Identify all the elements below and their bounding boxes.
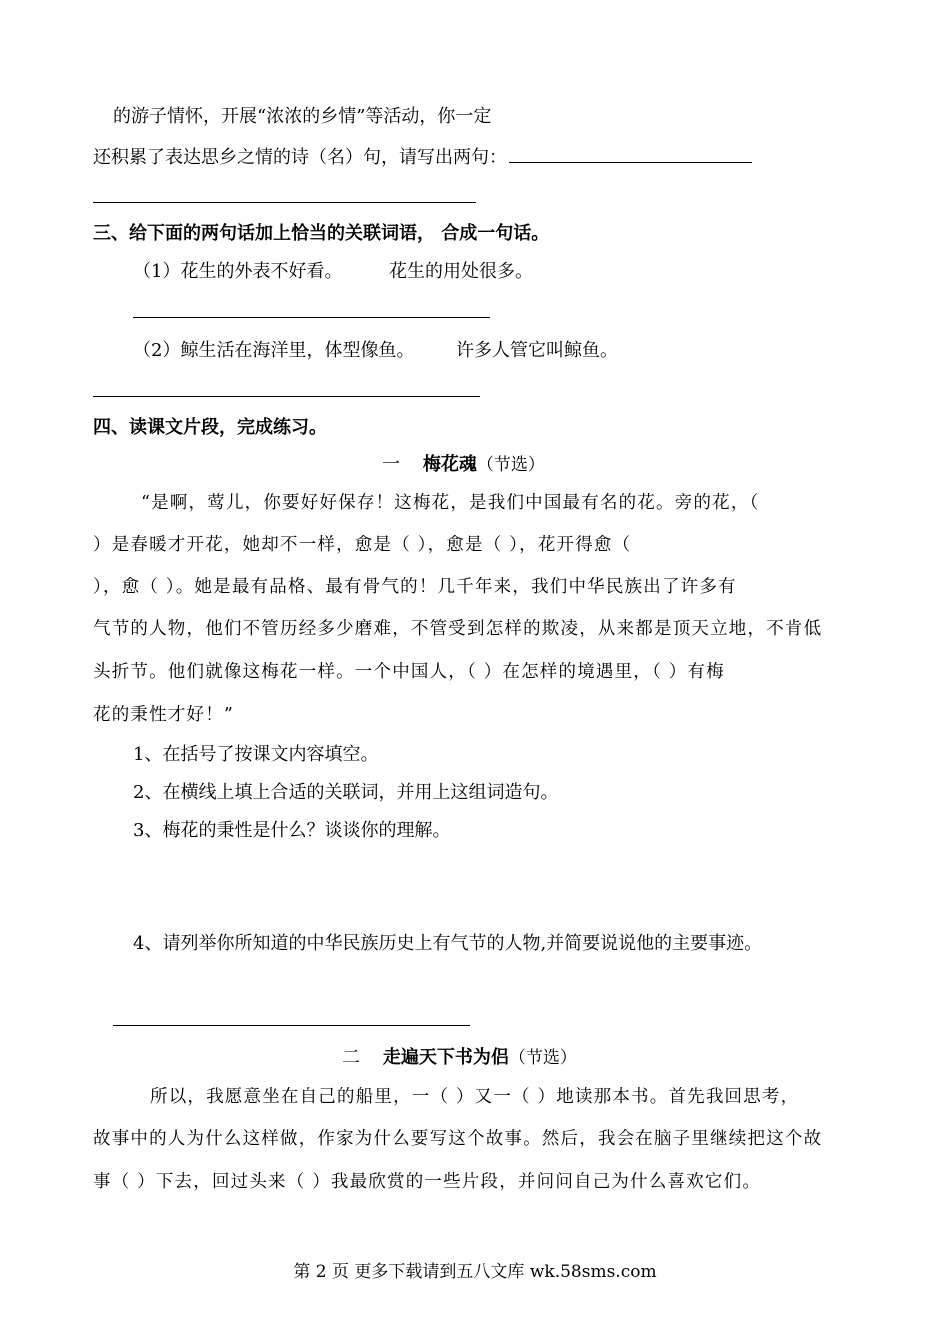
- question-4: 4、请列举你所知道的中华民族历史上有气节的人物,并简要说说他的主要事迹。: [133, 933, 763, 954]
- passage-2-line: 事（ ）下去，回过头来（ ）我最欣赏的一些片段，并问问自己为什么喜欢它们。: [93, 1172, 762, 1192]
- intro-line-2-text: 还积累了表达思乡之情的诗（名）句，请写出两句：: [93, 147, 507, 168]
- passage-2-title-line: [342, 1046, 577, 1070]
- passage-1-line: “是啊，莺儿，你要好好保存！这梅花，是我们中国最有名的花。旁的花，（: [141, 493, 760, 513]
- question-2: 2、在横线上填上合适的关联词，并用上这组词造句。: [133, 782, 559, 803]
- passage-1-line: 头折节。他们就像这梅花一样。一个中国人，（ ）在怎样的境遇里，（ ）有梅: [93, 662, 725, 682]
- section-3-item-1-a: （1）花生的外表不好看。: [133, 261, 343, 282]
- passage-1-note: （节选）: [476, 455, 545, 475]
- question-1: 1、在括号了按课文内容填空。: [133, 744, 379, 765]
- passage-1-title-line: [382, 453, 545, 477]
- intro-line-2: [93, 146, 752, 170]
- section-3-item-1-b: 花生的用处很多。: [389, 261, 533, 282]
- passage-1-title: 梅花魂: [422, 454, 477, 475]
- section-3-heading: 三、给下面的两句话加上恰当的关联词语， 合成一句话。: [93, 223, 550, 244]
- passage-1-line: ），愈（ ）。她是最有品格、最有骨气的！几千年来，我们中华民族出了许多有: [93, 577, 737, 597]
- answer-blank-line: [509, 161, 752, 163]
- section-4-heading: 四、读课文片段，完成练习。: [93, 417, 327, 438]
- question-3: 3、梅花的秉性是什么？谈谈你的理解。: [133, 820, 451, 841]
- answer-blank-line: [93, 396, 480, 397]
- answer-blank-line: [93, 202, 476, 203]
- answer-blank-line: [113, 1025, 470, 1026]
- passage-2-number: 二: [342, 1047, 360, 1068]
- passage-2-line: 所以，我愿意坐在自己的船里，一（ ）又一（ ）地读那本书。首先我回思考，: [150, 1087, 800, 1107]
- answer-blank-line: [133, 317, 490, 318]
- passage-2-note: （节选）: [508, 1048, 577, 1068]
- passage-1-line: ）是春暖才开花，她却不一样，愈是（ ），愈是（ ），花开得愈（: [93, 535, 632, 555]
- page-footer: 第 2 页 更多下载请到五八文库 wk.58sms.com: [293, 1262, 657, 1282]
- section-3-item-2-a: （2）鲸生活在海洋里，体型像鱼。: [133, 340, 415, 361]
- passage-2-title: 走遍天下书为侣: [382, 1047, 509, 1068]
- passage-1-number: 一: [382, 454, 400, 475]
- intro-line-1: 的游子情怀，开展“浓浓的乡情”等活动，你一定: [113, 106, 492, 127]
- section-3-item-2-b: 许多人管它叫鲸鱼。: [456, 340, 618, 361]
- passage-1-line: 气节的人物，他们不管历经多少磨难，不管受到怎样的欺凌，从来都是顶天立地，不肯低: [93, 619, 823, 639]
- passage-2-line: 故事中的人为什么这样做，作家为什么要写这个故事。然后，我会在脑子里继续把这个故: [93, 1129, 823, 1149]
- passage-1-line: 花的秉性才好！”: [93, 705, 235, 725]
